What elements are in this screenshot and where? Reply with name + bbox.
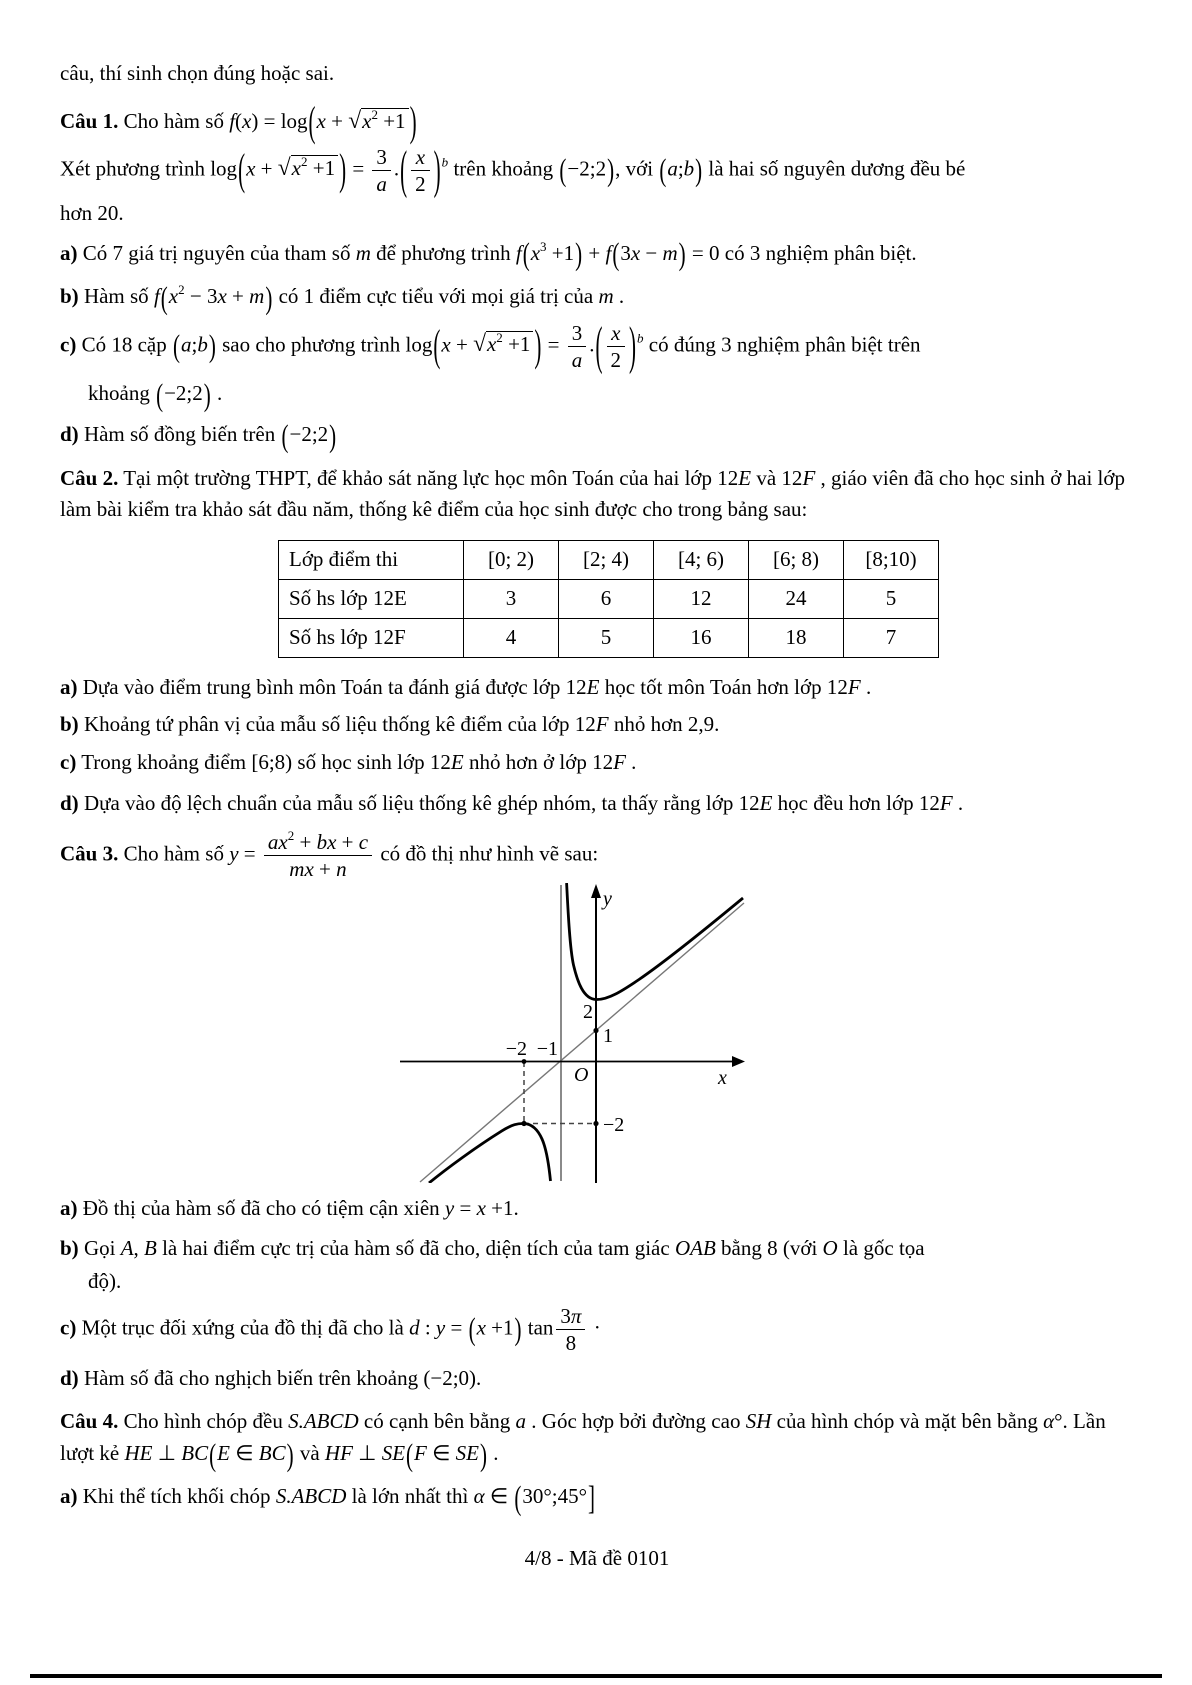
- table-row-label: Số hs lớp 12F: [279, 618, 464, 657]
- table-interval: [0; 2): [464, 540, 559, 579]
- q4-statement-a: a) Khi thể tích khối chóp S.ABCD là lớn nhất thì α ∈ (30°;45°]: [60, 1478, 596, 1517]
- table-row-12f: [279, 618, 939, 657]
- table-interval: [2; 4): [559, 540, 654, 579]
- table-row-header: [279, 540, 939, 579]
- y-axis-arrow-icon: [591, 884, 601, 898]
- page-footer: 4/8 - Mã đề 0101: [524, 1545, 670, 1570]
- q1-statement-d: d) Hàm số đồng biến trên (−2;2): [60, 417, 337, 454]
- q1-statement-c-cont: khoảng (−2;2) .: [88, 376, 223, 413]
- table-cell: 4: [464, 618, 559, 657]
- table-cell: 5: [559, 618, 654, 657]
- origin-label: O: [574, 1064, 589, 1087]
- q1-statement-c: c) Có 18 cặp (a;b) sao cho phương trình $\log(x + √x^2 +1$ ) = $\frac{3}{a}$ .( $\frac{x}{2}$ )$^b$ có đúng 3 nghiệm phân biệt trên: [60, 314, 921, 375]
- table-interval: [6; 8): [749, 540, 844, 579]
- intro-line: câu, thí sinh chọn đúng hoặc sai.: [60, 61, 335, 85]
- min-value-label: 2: [583, 1001, 593, 1024]
- q1-stem: Xét phương trình $\log(x + √x^2 +1$ ) = $\frac{3}{a}$ .( $\frac{x}{2}$ )$^b$ trên khoảng (−2;2), với (a;b) là hai số nguyên dương đều bé: [60, 139, 966, 200]
- table-interval: [8;10): [844, 540, 939, 579]
- table-row-12e: [279, 579, 939, 618]
- x-neg2-label: −2: [505, 1038, 527, 1061]
- table-cell: 16: [654, 618, 749, 657]
- page-bottom-rule: [30, 1674, 1162, 1678]
- table-cell: 6: [559, 579, 654, 618]
- table-interval: [4; 6): [654, 540, 749, 579]
- y-neg2-label: −2: [603, 1114, 625, 1137]
- table-cell: 18: [749, 618, 844, 657]
- q2-statement-d: d) Dựa vào độ lệch chuẩn của mẫu số liệu thống kê ghép nhóm, ta thấy rằng lớp 12E học đều hơn lớp 12F .: [60, 791, 964, 816]
- function-graph-figure: [398, 883, 746, 1183]
- table-cell: 5: [844, 579, 939, 618]
- table-cell: 7: [844, 618, 939, 657]
- q1-stem-cont: hơn 20.: [60, 201, 124, 226]
- function-graph: [398, 883, 746, 1183]
- curve-lower-branch: [429, 1124, 551, 1184]
- score-table: [278, 540, 939, 658]
- point-0-1: [593, 1028, 598, 1033]
- point-0-neg2: [593, 1121, 598, 1126]
- q3-statement-c: c) Một trục đối xứng của đồ thị đã cho là d : y = (x +1) tan $\frac{3\pi}{8}$ ·: [60, 1303, 601, 1355]
- table-cell: 24: [749, 579, 844, 618]
- q3-title: Câu 3. Cho hàm số y = $\frac{ax^2 + bx + c}{mx + n}$ có đồ thị như hình vẽ sau:: [60, 827, 599, 881]
- q2-statement-c: c) Trong khoảng điểm [6;8) số học sinh lớp 12E nhỏ hơn ở lớp 12F .: [60, 749, 637, 774]
- x-axis-arrow-icon: [732, 1056, 745, 1067]
- table-cell: 3: [464, 579, 559, 618]
- q1-statement-b: b) Hàm số $f(x^2 - 3x + m)$ có 1 điểm cực tiểu với mọi giá trị của m .: [60, 279, 625, 316]
- oblique-asymptote-line: [420, 903, 744, 1182]
- q3-statement-a: a) Đồ thị của hàm số đã cho có tiệm cận xiên y = x +1.: [60, 1196, 519, 1221]
- q2-title: Câu 2. Tại một trường THPT, để khảo sát năng lực học môn Toán của hai lớp 12E và 12F , giáo viên đã cho học sinh ở hai lớp làm bài kiểm tra khảo sát đầu năm, thống kê điểm của học sinh được cho trong bảng sau:: [60, 465, 1125, 522]
- q2-statement-b: b) Khoảng tứ phân vị của mẫu số liệu thống kê điểm của lớp 12F nhỏ hơn 2,9.: [60, 712, 720, 737]
- q3-statement-b: b) Gọi A, B là hai điểm cực trị của hàm số đã cho, diện tích của tam giác OAB bằng 8 (với O là gốc tọa: [60, 1235, 925, 1260]
- q4-title: Câu 4. Cho hình chóp đều S.ABCD có cạnh bên bằng a . Góc hợp bởi đường cao SH của hình chóp và mặt bên bằng α°. Lần lượt kẻ HE ⊥ BC(E ∈ BC) và HF ⊥ SE(F ∈ SE) .: [60, 1409, 1106, 1473]
- curve-upper-branch: [567, 883, 743, 1000]
- q2-statement-a: a) Dựa vào điểm trung bình môn Toán ta đánh giá được lớp 12E học tốt môn Toán hơn lớp 12F .: [60, 674, 872, 699]
- table-cell: 12: [654, 579, 749, 618]
- q3-statement-d: d) Hàm số đã cho nghịch biến trên khoảng (−2;0).: [60, 1365, 482, 1390]
- x-neg1-label: −1: [536, 1038, 558, 1061]
- q1-statement-a: a) Có 7 giá trị nguyên của tham số m để phương trình $f(x^3 +1) + f(3x - m) = 0$ có 3 nghiệm phân biệt.: [60, 235, 917, 272]
- table-header-label: Lớp điểm thi: [279, 540, 464, 579]
- q1-title: Câu 1. Cho hàm số $f(x) = \log(x + √x^2 +1$ ): [60, 97, 417, 146]
- q3-statement-b-cont: độ).: [88, 1269, 122, 1294]
- point-max: [521, 1121, 526, 1126]
- x-axis-label: x: [718, 1067, 727, 1090]
- intercept-label: 1: [603, 1025, 613, 1048]
- table-row-label: Số hs lớp 12E: [279, 579, 464, 618]
- y-axis-label: y: [603, 888, 612, 911]
